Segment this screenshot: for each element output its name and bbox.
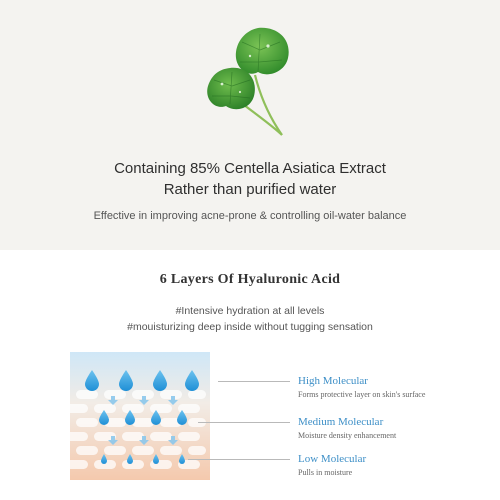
hashtag-1: #Intensive hydration at all levels: [175, 305, 325, 317]
layer-title: Low Molecular: [298, 453, 367, 465]
layer-desc: Pulls in moisture: [298, 468, 353, 477]
layer-low-molecular: [298, 453, 366, 477]
headline-line-1: Containing 85% Centella Asiatica Extract: [114, 160, 386, 177]
skin-layers-diagram: [70, 352, 210, 480]
centella-leaf-icon: [200, 20, 300, 140]
layer-desc: Moisture density enhancement: [298, 431, 397, 440]
section-title: 6 Layers Of Hyaluronic Acid: [159, 272, 341, 287]
layer-desc: Forms protective layer on skin's surface: [298, 390, 426, 399]
hashtag-2: #mouisturizing deep inside without tugging sensation: [127, 321, 373, 333]
layer-high-molecular: [298, 375, 425, 399]
leader-line-medium: [198, 422, 290, 423]
leader-line-high: [218, 381, 290, 382]
headline-line-2: Rather than purified water: [163, 181, 337, 198]
hero-subline: Effective in improving acne-prone & controlling oil-water balance: [93, 210, 407, 222]
layer-medium-molecular: [298, 416, 396, 440]
leader-line-low: [188, 459, 290, 460]
layer-title: High Molecular: [298, 375, 368, 387]
layer-title: Medium Molecular: [298, 416, 384, 428]
